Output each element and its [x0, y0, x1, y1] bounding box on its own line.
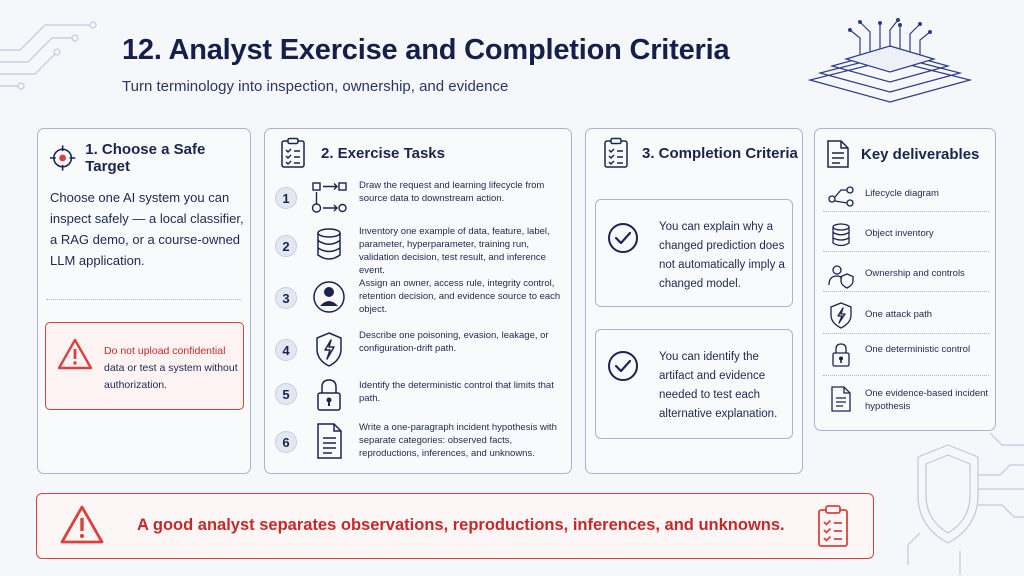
deliverable-text: One attack path: [865, 309, 933, 320]
divider: [46, 299, 242, 300]
document-icon: [827, 385, 855, 413]
deliverable-text: Ownership and controls: [865, 268, 965, 279]
task-item: [273, 421, 573, 465]
warning-icon: [56, 337, 94, 371]
task-item: [273, 277, 573, 321]
lifecycle-icon: [827, 181, 855, 209]
deliverable-text: Lifecycle diagram: [865, 188, 939, 199]
document-icon: [825, 139, 851, 169]
lock-icon: [827, 341, 855, 369]
task-number: 4: [275, 339, 297, 361]
analyst-principle-banner: [36, 493, 874, 559]
task-number: 2: [275, 235, 297, 257]
warning-emphasis: Do not upload confidential: [104, 345, 226, 357]
deliverable-text: Object inventory: [865, 228, 934, 239]
warning-icon: [59, 504, 105, 546]
deliverable-text: One evidence-based incident hypothesis: [865, 388, 989, 412]
lock-icon: [309, 375, 349, 415]
task-number: 6: [275, 431, 297, 453]
confidentiality-warning: [45, 322, 244, 410]
lifecycle-flow-icon: [309, 179, 349, 219]
deliverable-text: One deterministic control: [865, 344, 971, 355]
clipboard-checklist-icon: [279, 137, 307, 169]
task-text: Identify the deterministic control that limits that path.: [359, 380, 554, 404]
deliverable-item: [823, 301, 987, 341]
divider: [823, 291, 989, 292]
criterion-text: You can identify the artifact and evidence needed to test each alternative explanation.: [659, 351, 778, 420]
user-icon: [309, 277, 349, 317]
criterion-box: [595, 199, 793, 307]
divider: [823, 211, 989, 212]
deliverable-item: [823, 181, 987, 221]
page-subtitle: Turn terminology into inspection, ownership, and evidence: [122, 78, 509, 95]
task-text: Inventory one example of data, feature, label, parameter, hyperparameter, training run, validation decision, test result, and inference event.: [359, 226, 550, 276]
task-text: Describe one poisoning, evasion, leakage, or configuration-drift path.: [359, 330, 549, 354]
divider: [823, 375, 989, 376]
task-text: Write a one-paragraph incident hypothesis with separate categories: observed facts, reproductions, inferences, and unknowns.: [359, 422, 557, 459]
section-title: 2. Exercise Tasks: [321, 144, 445, 162]
shield-bolt-icon: [309, 329, 349, 369]
document-icon: [309, 421, 349, 461]
clipboard-checklist-icon: [815, 504, 851, 548]
section-title: 1. Choose a Safe Target: [85, 141, 206, 175]
database-icon: [827, 221, 855, 249]
shield-circuit-decoration: [890, 425, 1024, 576]
section-intro: Choose one AI system you can inspect safely — a local classifier, a RAG demo, or a course-owned LLM application.: [50, 190, 244, 268]
criterion-box: [595, 329, 793, 439]
task-text: Assign an owner, access rule, integrity control, retention decision, and evidence source to each object.: [359, 278, 561, 315]
section-title: Key deliverables: [861, 145, 980, 163]
deliverable-item: [823, 221, 987, 261]
exercise-tasks-card: [264, 128, 572, 474]
shield-bolt-icon: [827, 301, 855, 329]
clipboard-checklist-icon: [602, 137, 630, 169]
completion-criteria-card: [585, 128, 803, 474]
task-item: [273, 225, 573, 276]
warning-text: data or test a system without authorization.: [104, 362, 238, 391]
task-number: 5: [275, 383, 297, 405]
database-icon: [309, 225, 349, 265]
check-circle-icon: [607, 350, 639, 382]
user-shield-icon: [827, 261, 855, 289]
divider: [823, 333, 989, 334]
task-item: [273, 179, 573, 223]
task-item: [273, 375, 573, 419]
circuit-decoration-left: [0, 0, 110, 110]
key-deliverables-card: [814, 128, 996, 431]
task-number: 3: [275, 287, 297, 309]
section-title: 3. Completion Criteria: [642, 144, 798, 162]
safe-target-card: [37, 128, 251, 474]
task-item: [273, 329, 573, 373]
target-icon: [48, 143, 77, 173]
deliverable-item: [823, 385, 987, 425]
task-text: Draw the request and learning lifecycle from source data to downstream action.: [359, 180, 545, 204]
banner-message: A good analyst separates observations, reproductions, inferences, and unknowns.: [137, 516, 785, 534]
deliverable-item: [823, 261, 987, 301]
divider: [823, 251, 989, 252]
page-title: 12. Analyst Exercise and Completion Criteria: [122, 34, 730, 66]
chip-illustration: [800, 10, 980, 110]
task-number: 1: [275, 187, 297, 209]
criterion-text: You can explain why a changed prediction does not automatically imply a changed model.: [659, 221, 785, 290]
check-circle-icon: [607, 222, 639, 254]
